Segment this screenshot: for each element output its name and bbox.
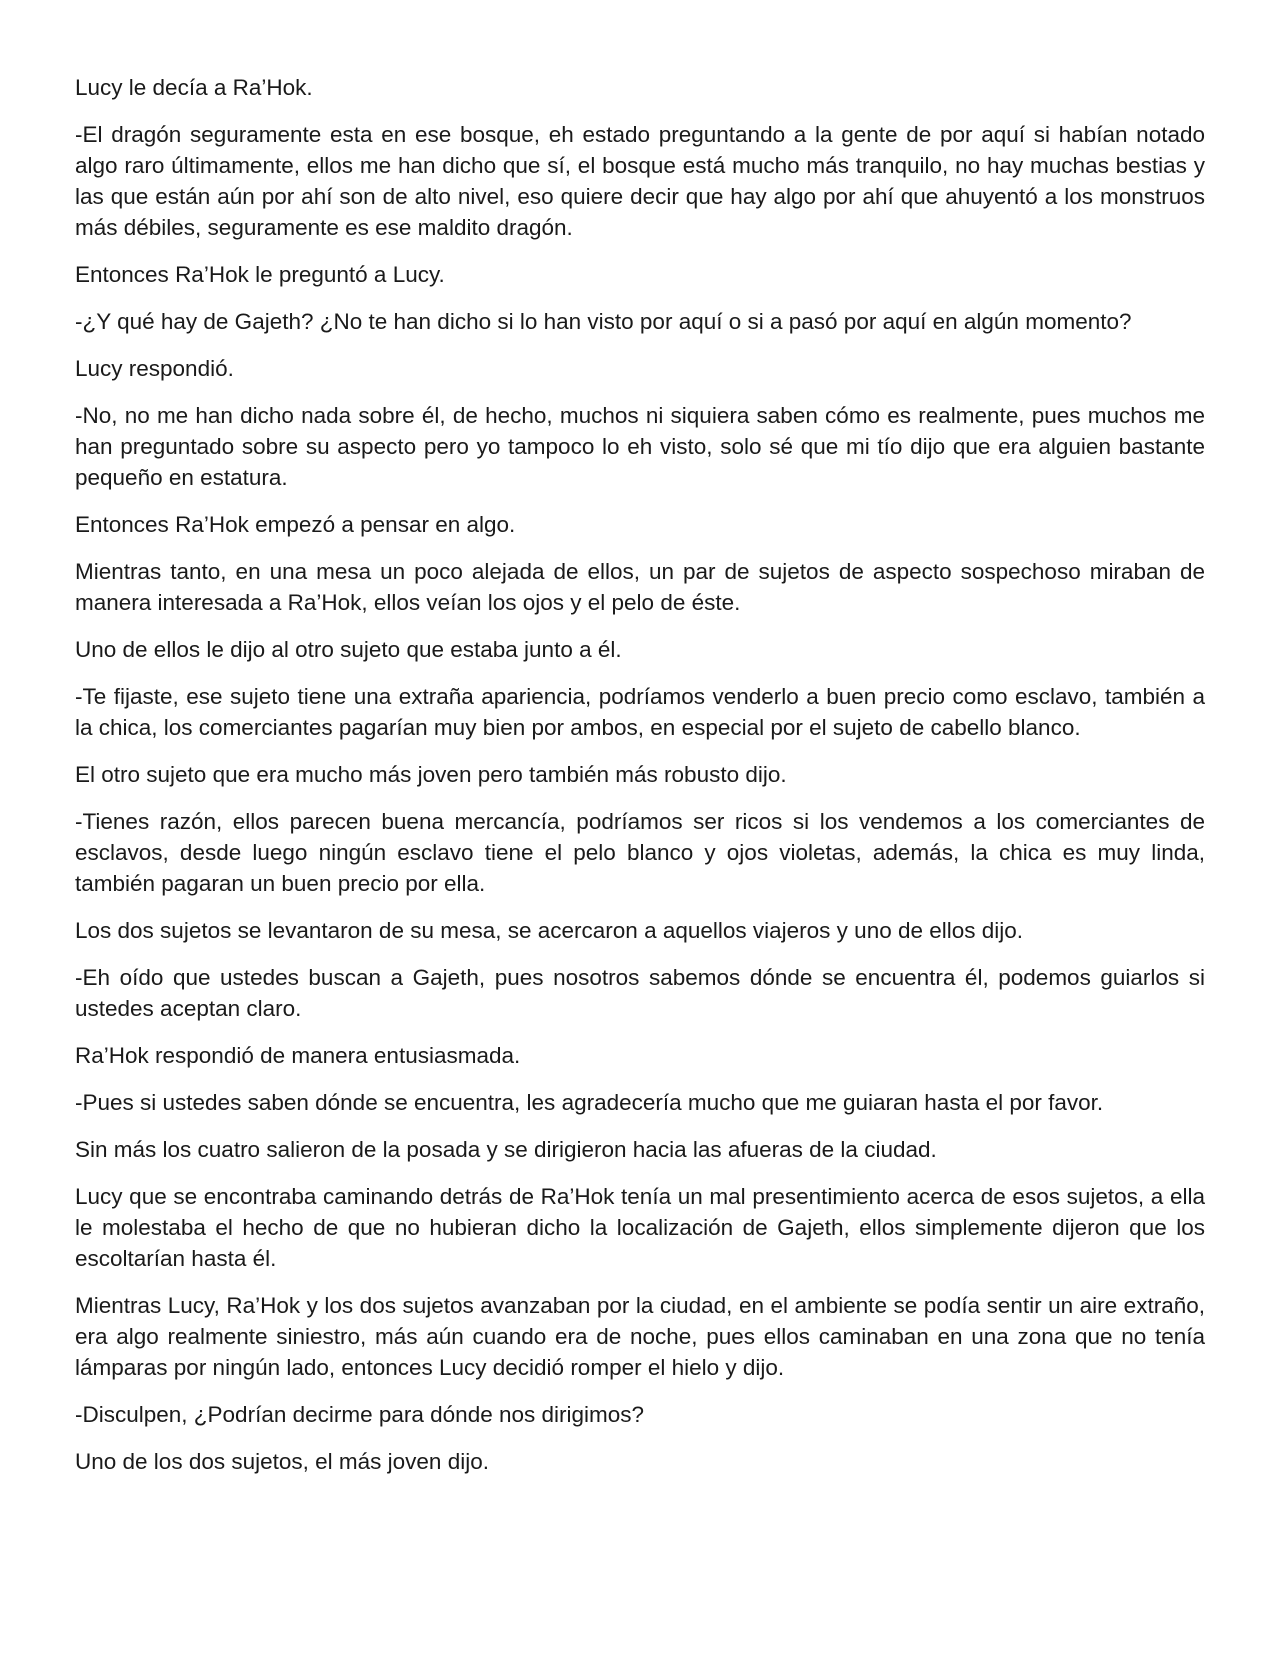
paragraph: -Te fijaste, ese sujeto tiene una extraña apariencia, podríamos venderlo a buen precio como esclavo, también a la chica, los comerciantes pagarían muy bien por ambos, en especial por el sujeto de cabello blanco. [75,684,1205,740]
paragraph: Entonces Ra’Hok empezó a pensar en algo. [75,512,516,537]
paragraph: -El dragón seguramente esta en ese bosque, eh estado preguntando a la gente de por aquí si habían notado algo raro últimamente, ellos me han dicho que sí, el bosque está mucho más tranquilo, no hay muchas bestias y las que están aún por ahí son de alto nivel, eso quiere decir que hay algo por ahí que ahuyentó a los monstruos más débiles, seguramente es ese maldito dragón. [75,122,1205,240]
paragraph: -Disculpen, ¿Podrían decirme para dónde nos dirigimos? [75,1402,645,1427]
paragraph: Los dos sujetos se levantaron de su mesa, se acercaron a aquellos viajeros y uno de ellos dijo. [75,918,1024,943]
paragraph: Lucy que se encontraba caminando detrás de Ra’Hok tenía un mal presentimiento acerca de esos sujetos, a ella le molestaba el hecho de que no hubieran dicho la localización de Gajeth, ellos simplemente dijeron que los escoltarían hasta él. [75,1184,1205,1271]
paragraph: Mientras Lucy, Ra’Hok y los dos sujetos avanzaban por la ciudad, en el ambiente se podía sentir un aire extraño, era algo realmente siniestro, más aún cuando era de noche, pues ellos caminaban en una zona que no tenía lámparas por ningún lado, entonces Lucy decidió romper el hielo y dijo. [75,1293,1205,1380]
paragraph: -Pues si ustedes saben dónde se encuentra, les agradecería mucho que me guiaran hasta el por favor. [75,1090,1104,1115]
paragraph: Uno de los dos sujetos, el más joven dijo. [75,1449,489,1474]
paragraph: Entonces Ra’Hok le preguntó a Lucy. [75,262,445,287]
paragraph: -Tienes razón, ellos parecen buena mercancía, podríamos ser ricos si los vendemos a los comerciantes de esclavos, desde luego ningún esclavo tiene el pelo blanco y ojos violetas, además, la chica es muy linda, también pagaran un buen precio por ella. [75,809,1205,896]
paragraph: -No, no me han dicho nada sobre él, de hecho, muchos ni siquiera saben cómo es realmente, pues muchos me han preguntado sobre su aspecto pero yo tampoco lo eh visto, solo sé que mi tío dijo que era alguien bastante pequeño en estatura. [75,403,1205,490]
paragraph: -Eh oído que ustedes buscan a Gajeth, pues nosotros sabemos dónde se encuentra él, podemos guiarlos si ustedes aceptan claro. [75,965,1205,1021]
paragraph: Mientras tanto, en una mesa un poco alejada de ellos, un par de sujetos de aspecto sospechoso miraban de manera interesada a Ra’Hok, ellos veían los ojos y el pelo de éste. [75,559,1205,615]
paragraph: El otro sujeto que era mucho más joven pero también más robusto dijo. [75,762,787,787]
paragraph: Sin más los cuatro salieron de la posada y se dirigieron hacia las afueras de la ciudad. [75,1137,937,1162]
paragraph: Lucy le decía a Ra’Hok. [75,75,313,100]
document-page [75,72,1205,1477]
paragraph: Uno de ellos le dijo al otro sujeto que estaba junto a él. [75,637,622,662]
paragraph: Ra’Hok respondió de manera entusiasmada. [75,1043,521,1068]
paragraph: Lucy respondió. [75,356,234,381]
paragraph: -¿Y qué hay de Gajeth? ¿No te han dicho si lo han visto por aquí o si a pasó por aquí en algún momento? [75,309,1132,334]
